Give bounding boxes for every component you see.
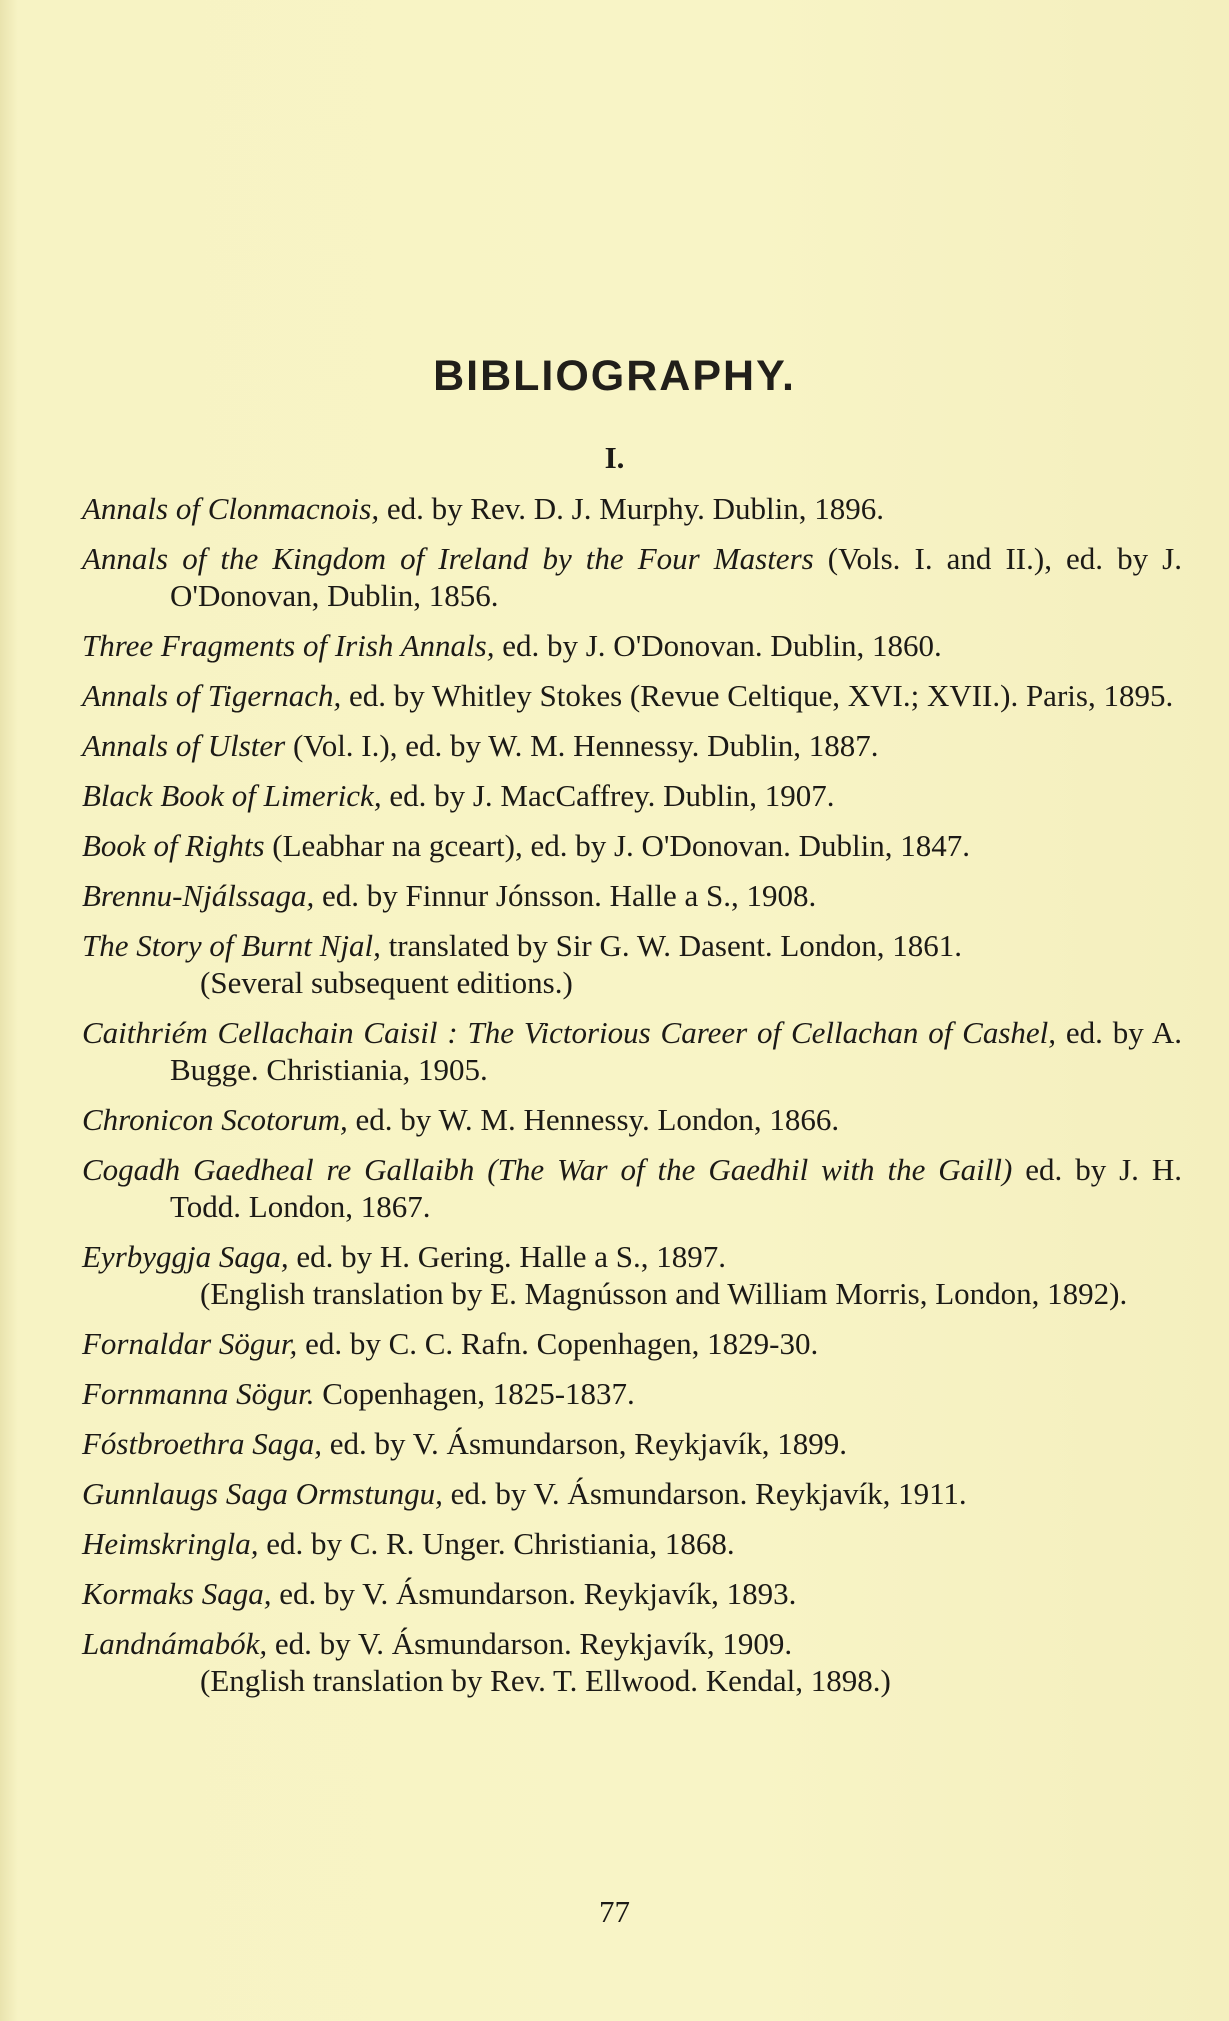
entry-details: ed. by J. H. Todd. London, 1867. xyxy=(170,1152,1182,1224)
bibliography-entry xyxy=(82,627,1182,664)
bibliography-entry xyxy=(82,877,1182,914)
bibliography-entry xyxy=(82,1375,1182,1412)
bibliography-list xyxy=(82,490,1182,1712)
entry-title: Heimskringla, xyxy=(82,1526,259,1561)
entry-details: ed. by V. Ásmundarson. Reykjavík, 1911. xyxy=(442,1476,967,1511)
bibliography-entry xyxy=(82,1575,1182,1612)
page-heading: BIBLIOGRAPHY. xyxy=(433,352,796,400)
entry-title: Brennu-Njálssaga, xyxy=(82,878,315,913)
bibliography-entry xyxy=(82,540,1182,614)
bibliography-entry xyxy=(82,777,1182,814)
bibliography-entry xyxy=(82,1325,1182,1362)
entry-title: Book of Rights xyxy=(82,828,265,863)
entry-title: Fornaldar Sögur, xyxy=(82,1326,298,1361)
bibliography-entry xyxy=(82,1151,1182,1225)
entry-details: (Leabhar na gceart), ed. by J. O'Donovan. Dublin, 1847. xyxy=(264,828,971,863)
entry-details: ed. by Rev. D. J. Murphy. Dublin, 1896. xyxy=(379,491,884,526)
entry-title: The Story of Burnt Njal, xyxy=(82,928,381,963)
entry-title: Annals of Ulster xyxy=(82,728,286,763)
entry-details: ed. by Whitley Stokes (Revue Celtique, XVI.; XVII.). Paris, 1895. xyxy=(341,678,1174,713)
entry-note: (English translation by E. Magnússon and William Morris, London, 1892). xyxy=(200,1276,1128,1311)
bibliography-entry xyxy=(82,1238,1182,1312)
bibliography-entry xyxy=(82,1425,1182,1462)
bibliography-entry xyxy=(82,1101,1182,1138)
entry-details: Copenhagen, 1825-1837. xyxy=(314,1376,635,1411)
bibliography-entry xyxy=(82,1475,1182,1512)
section-number: I. xyxy=(604,440,625,475)
bibliography-entry xyxy=(82,490,1182,527)
entry-title: Cogadh Gaedheal re Gallaibh (The War of the Gaedhil with the Gaill) xyxy=(82,1152,1013,1187)
entry-title: Kormaks Saga, xyxy=(82,1576,272,1611)
entry-title: Annals of Tigernach, xyxy=(82,678,342,713)
entry-details: ed. by A. Bugge. Christiania, 1905. xyxy=(170,1015,1182,1087)
entry-note: (English translation by Rev. T. Ellwood. Kendal, 1898.) xyxy=(200,1663,891,1698)
entry-title: Chronicon Scotorum, xyxy=(82,1102,348,1137)
entry-title: Fornmanna Sögur. xyxy=(82,1376,315,1411)
bibliography-entry xyxy=(82,1525,1182,1562)
bibliography-entry xyxy=(82,1014,1182,1088)
entry-details: ed. by J. O'Donovan. Dublin, 1860. xyxy=(494,628,942,663)
entry-title: Annals of the Kingdom of Ireland by the Four Masters xyxy=(82,541,814,576)
bibliography-entry xyxy=(82,927,1182,1001)
entry-details: (Vols. I. and II.), ed. by J. O'Donovan, Dublin, 1856. xyxy=(170,541,1182,613)
entry-note: (Several subsequent editions.) xyxy=(200,965,573,1000)
entry-details: ed. by C. R. Unger. Christiania, 1868. xyxy=(258,1526,735,1561)
bibliography-entry xyxy=(82,677,1182,714)
entry-details: (Vol. I.), ed. by W. M. Hennessy. Dublin, 1887. xyxy=(285,728,879,763)
bibliography-entry xyxy=(82,827,1182,864)
entry-title: Landnámabók, xyxy=(82,1626,268,1661)
entry-details: ed. by W. M. Hennessy. London, 1866. xyxy=(347,1102,840,1137)
entry-title: Caithriém Cellachain Caisil : The Victorious Career of Cellachan of Cashel, xyxy=(82,1015,1057,1050)
entry-title: Gunnlaugs Saga Ormstungu, xyxy=(82,1476,443,1511)
entry-title: Three Fragments of Irish Annals, xyxy=(82,628,495,663)
bibliography-entry xyxy=(82,1625,1182,1699)
entry-details: ed. by C. C. Rafn. Copenhagen, 1829-30. xyxy=(297,1326,819,1361)
entry-title: Black Book of Limerick, xyxy=(82,778,382,813)
entry-details: ed. by V. Ásmundarson. Reykjavík, 1893. xyxy=(271,1576,797,1611)
entry-details: ed. by J. MacCaffrey. Dublin, 1907. xyxy=(381,778,835,813)
entry-title: Annals of Clonmacnois, xyxy=(82,491,380,526)
entry-details: translated by Sir G. W. Dasent. London, 1861. xyxy=(380,928,963,963)
entry-details: ed. by Finnur Jónsson. Halle a S., 1908. xyxy=(314,878,817,913)
entry-title: Eyrbyggja Saga, xyxy=(82,1239,289,1274)
entry-details: ed. by V. Ásmundarson, Reykjavík, 1899. xyxy=(321,1426,847,1461)
bibliography-entry xyxy=(82,727,1182,764)
page-number: 77 xyxy=(599,1894,630,1929)
entry-title: Fóstbroethra Saga, xyxy=(82,1426,322,1461)
entry-details: ed. by H. Gering. Halle a S., 1897. xyxy=(288,1239,727,1274)
entry-details: ed. by V. Ásmundarson. Reykjavík, 1909. xyxy=(267,1626,793,1661)
